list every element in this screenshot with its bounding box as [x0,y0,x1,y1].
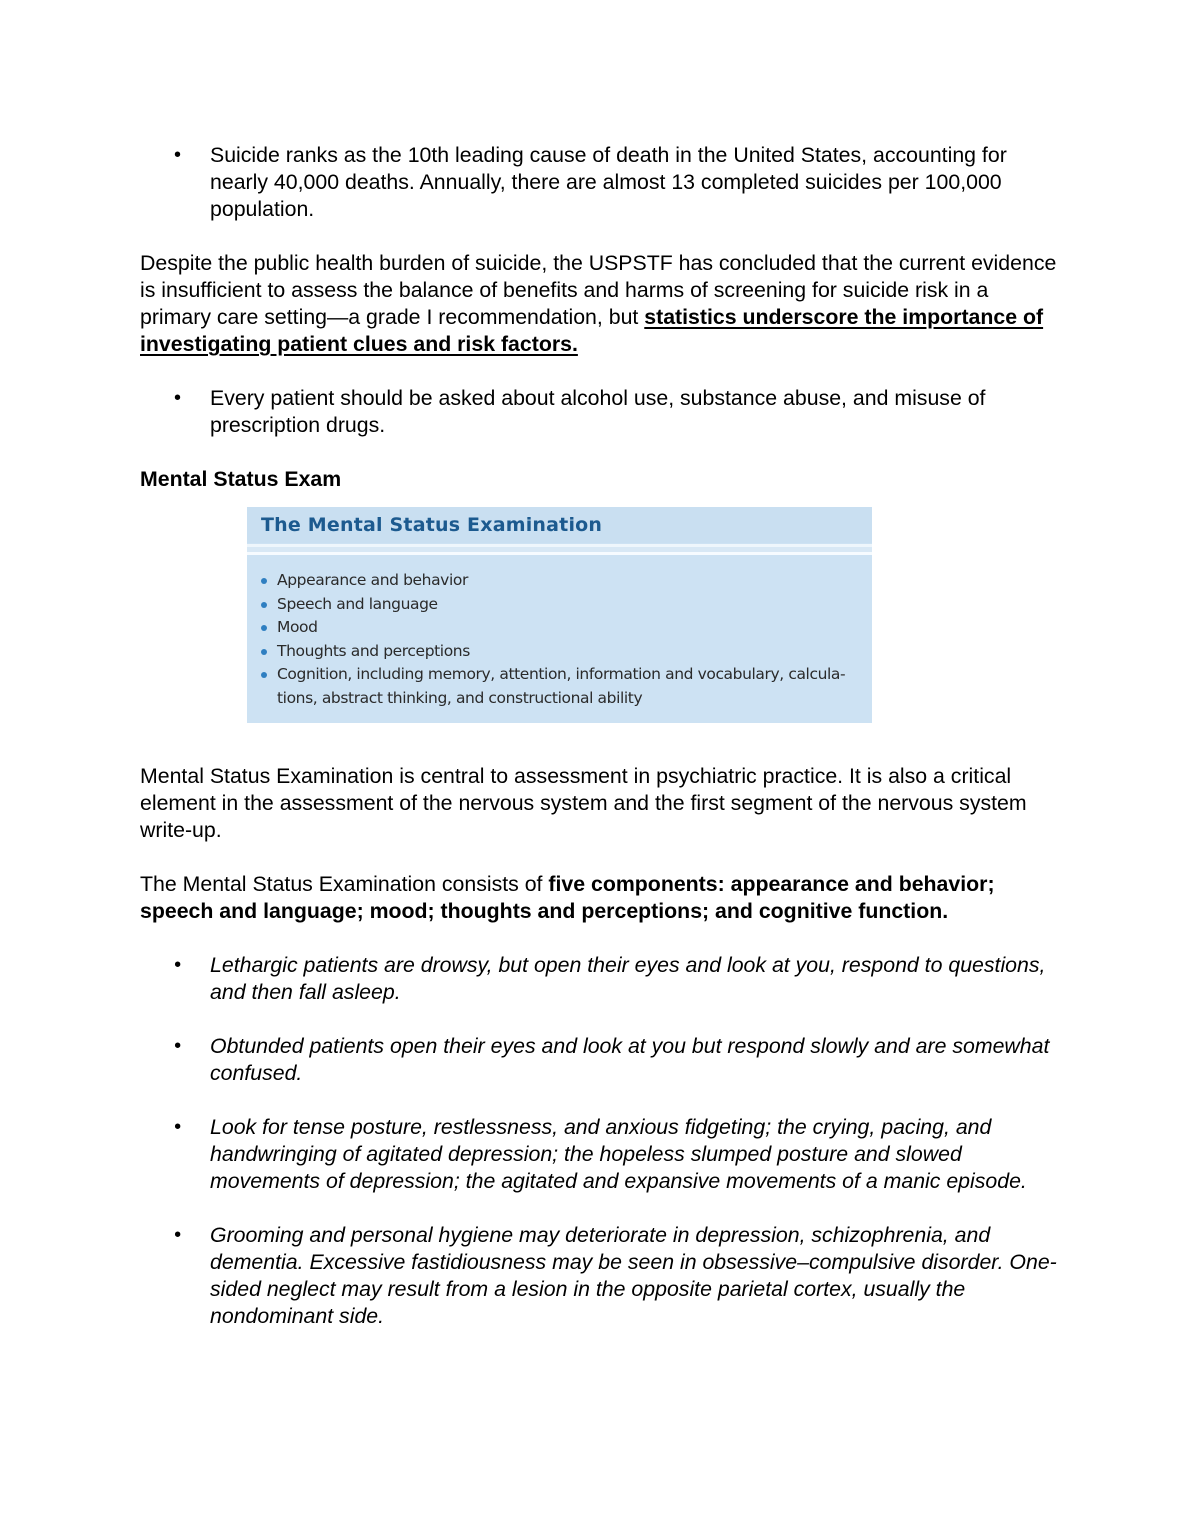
mental-status-figure [247,507,872,723]
uspstf-text: Despite the public health burden of suicide, the USPSTF has concluded that the current evidence is insufficient to assess the balance of benefits and harms of screening for suicide risk in a primary care setting—a grade I recommendation, but [140,251,1057,329]
figure-list-item: Thoughts and perceptions [261,640,854,664]
uspstf-paragraph [140,250,1060,358]
bullet-icon [261,649,267,655]
bullet-text: Every patient should be asked about alcohol use, substance abuse, and misuse of prescription drugs. [210,386,986,437]
figure-list-item: Mood [261,616,854,640]
bullet-icon [261,672,267,678]
list-item [140,1222,1060,1330]
components-emphasis: five components: appearance and behavior; speech and language; mood; thoughts and perceptions; and cognitive function. [140,872,995,923]
document-page [140,142,1060,1357]
bullet-text: Suicide ranks as the 10th leading cause of death in the United States, accounting for nearly 40,000 deaths. Annually, there are almost 13 completed suicides per 100,000 population. [210,143,1007,221]
top-bullet-list [140,142,1060,223]
section-heading: Mental Status Exam [140,467,342,491]
list-item [140,1033,1060,1087]
figure-list-item: Appearance and behavior [261,569,854,593]
bullet-text: Obtunded patients open their eyes and look at you but respond slowly and are somewhat confused. [210,1034,1050,1085]
figure-list-item: Cognition, including memory, attention, information and vocabulary, calcula-tions, abstract thinking, and constructional ability [261,663,854,710]
bullet-text: Lethargic patients are drowsy, but open their eyes and look at you, respond to questions, and then fall asleep. [210,953,1046,1004]
figure-header [247,507,872,543]
central-paragraph: Mental Status Examination is central to assessment in psychiatric practice. It is also a critical element in the assessment of the nervous system and the first segment of the nervous system write-up. [140,764,1027,842]
bullet-icon [261,602,267,608]
figure-title: The Mental Status Examination [261,513,603,536]
middle-bullet-list [140,385,1060,439]
figure-list-item: Speech and language [261,593,854,617]
bullet-text: Grooming and personal hygiene may deteriorate in depression, schizophrenia, and dementia. Excessive fastidiousness may be seen in obsessive–compulsive disorder. One-sided neglect may result from a lesion in the opposite parietal cortex, usually the nondominant side. [210,1223,1057,1328]
bullet-icon: • [174,954,182,976]
list-item [140,1114,1060,1195]
bullet-text: Look for tense posture, restlessness, and anxious fidgeting; the crying, pacing, and handwringing of agitated depression; the hopeless slumped posture and slowed movements of depression; the agitated and expansive movements of a manic episode. [210,1115,1027,1193]
bullet-icon: • [174,387,182,409]
list-item [140,142,1060,223]
uspstf-emphasis: statistics underscore the importance of investigating patient clues and risk factors. [140,305,1044,356]
bullet-icon [261,578,267,584]
italic-bullet-list [140,952,1060,1330]
components-text: The Mental Status Examination consists of [140,872,549,896]
bullet-icon: • [174,1224,182,1246]
bullet-icon: • [174,1035,182,1057]
bullet-icon: • [174,1116,182,1138]
components-paragraph [140,871,1060,925]
bullet-icon: • [174,144,182,166]
bullet-icon [261,625,267,631]
figure-list [247,555,872,710]
list-item [140,385,1060,439]
list-item [140,952,1060,1006]
